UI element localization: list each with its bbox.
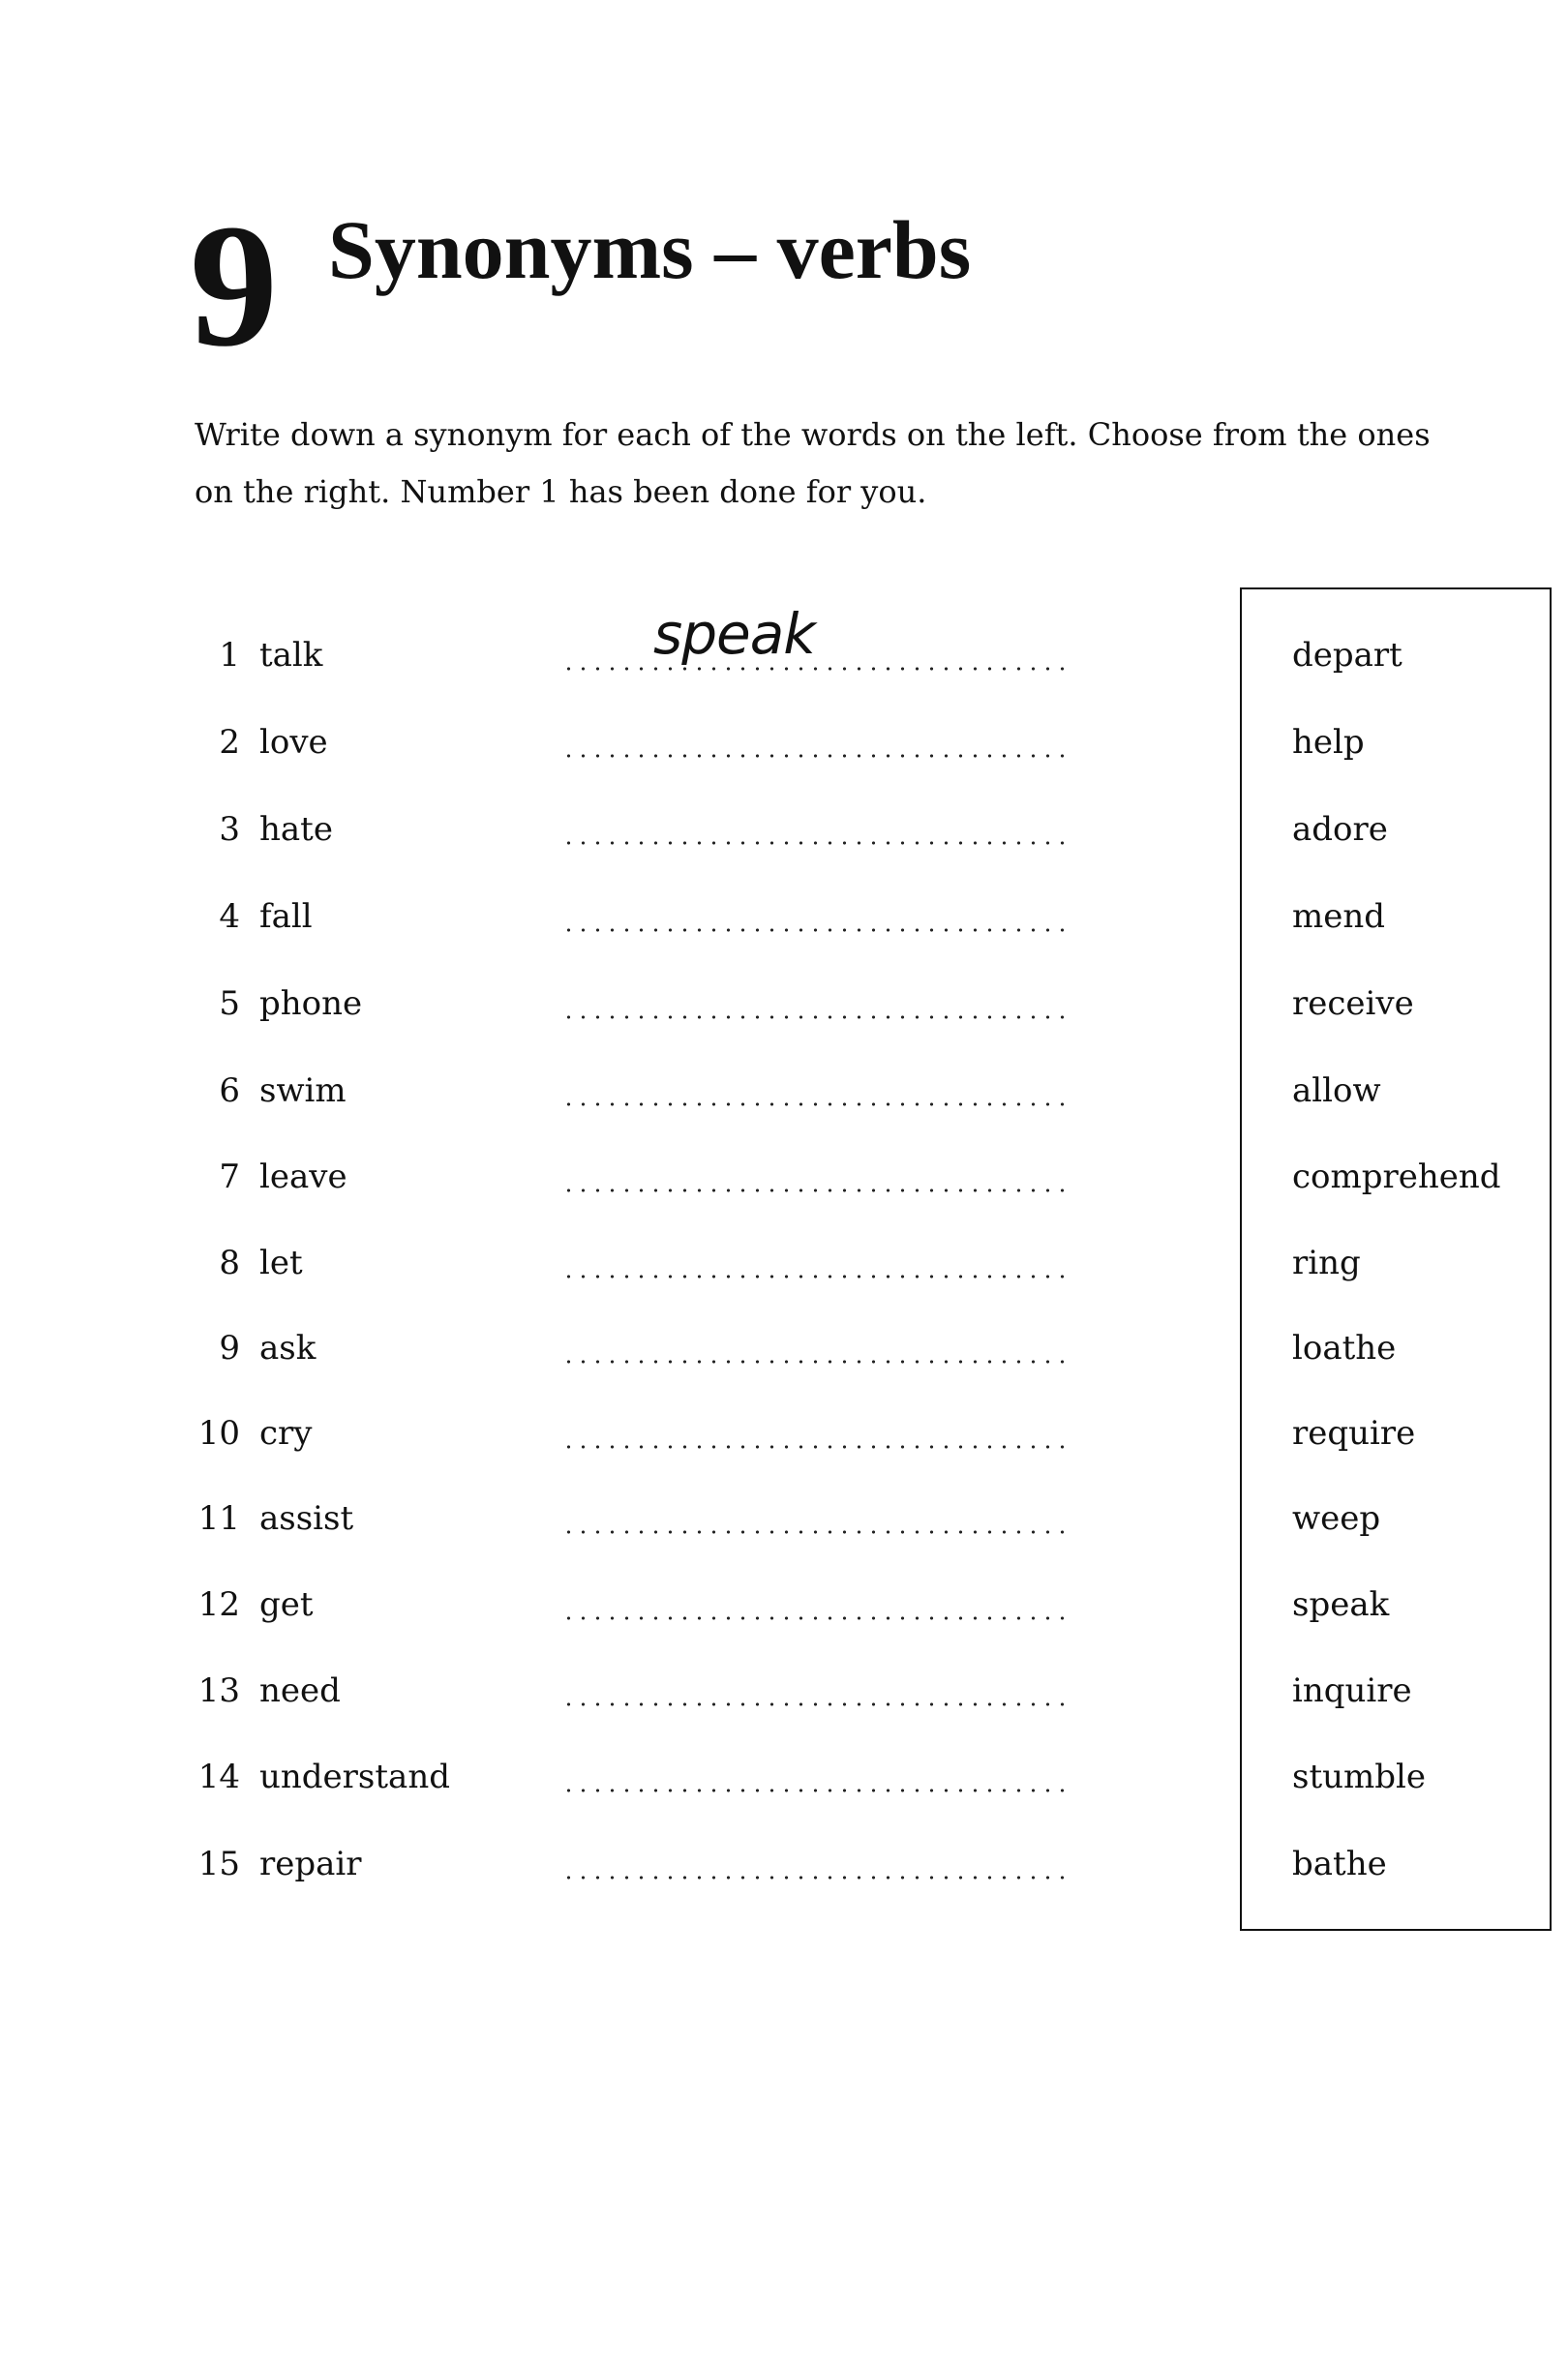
item-word: fall — [259, 897, 313, 936]
instructions-line-2: on the right. Number 1 has been done for you. — [195, 473, 927, 510]
answer-line[interactable] — [561, 1616, 1070, 1620]
item-word: need — [259, 1671, 341, 1710]
answer-line[interactable] — [561, 841, 1070, 845]
handwritten-answer: speak — [653, 601, 815, 667]
item-word: let — [259, 1244, 303, 1282]
item-number: 13 — [197, 1671, 240, 1710]
chapter-number: 9 — [190, 189, 274, 383]
word-bank-item: ring — [1292, 1244, 1361, 1282]
answer-line[interactable] — [561, 1702, 1070, 1706]
item-word: swim — [259, 1071, 347, 1110]
word-bank-box — [1240, 587, 1552, 1931]
exercise-item — [0, 1576, 1113, 1634]
item-number: 14 — [197, 1758, 240, 1796]
item-number: 2 — [219, 723, 240, 762]
word-bank-item: require — [1292, 1414, 1416, 1453]
exercise-item — [0, 1234, 1113, 1292]
instructions-line-1: Write down a synonym for each of the words on the left. Choose from the ones — [195, 416, 1431, 453]
answer-line[interactable] — [561, 1789, 1070, 1792]
word-bank-item: stumble — [1292, 1758, 1427, 1796]
exercise-item — [0, 713, 1113, 771]
item-number: 11 — [197, 1499, 240, 1538]
exercise-item — [0, 1062, 1113, 1120]
answer-line[interactable] — [561, 754, 1070, 758]
exercise-item — [0, 975, 1113, 1033]
item-word: leave — [259, 1158, 347, 1196]
answer-line[interactable] — [561, 1445, 1070, 1449]
item-number: 12 — [197, 1585, 240, 1624]
item-word: get — [259, 1585, 314, 1624]
item-word: repair — [259, 1845, 362, 1883]
word-bank-item: loathe — [1292, 1329, 1397, 1368]
answer-line[interactable] — [561, 1360, 1070, 1364]
item-number: 6 — [219, 1071, 240, 1110]
answer-line[interactable] — [561, 1530, 1070, 1534]
exercise-item — [0, 1319, 1113, 1377]
item-number: 8 — [219, 1244, 240, 1282]
word-bank-item: weep — [1292, 1499, 1381, 1538]
item-number: 1 — [219, 636, 240, 675]
exercise-item — [0, 1835, 1113, 1893]
word-bank-item: depart — [1292, 636, 1402, 675]
word-bank-item: allow — [1292, 1071, 1381, 1110]
instructions — [195, 406, 1568, 521]
item-number: 5 — [219, 984, 240, 1023]
item-number: 4 — [219, 897, 240, 936]
item-number: 10 — [197, 1414, 240, 1453]
word-bank-item: comprehend — [1292, 1158, 1501, 1196]
item-word: assist — [259, 1499, 354, 1538]
answer-line[interactable] — [561, 667, 1070, 671]
word-bank-item: inquire — [1292, 1671, 1412, 1710]
word-bank-item: adore — [1292, 810, 1388, 849]
answer-line[interactable] — [561, 928, 1070, 932]
item-word: love — [259, 723, 328, 762]
item-word: understand — [259, 1758, 450, 1796]
exercise-item — [0, 800, 1113, 858]
item-number: 7 — [219, 1158, 240, 1196]
exercise-item — [0, 1148, 1113, 1206]
exercise-item — [0, 601, 1113, 684]
item-word: ask — [259, 1329, 317, 1368]
exercise-item — [0, 1662, 1113, 1720]
item-word: cry — [259, 1414, 313, 1453]
word-bank-item: help — [1292, 723, 1365, 762]
word-bank-item: mend — [1292, 897, 1386, 936]
item-word: hate — [259, 810, 333, 849]
answer-line[interactable] — [561, 1275, 1070, 1279]
item-word: phone — [259, 984, 363, 1023]
exercise-item — [0, 1748, 1113, 1806]
item-number: 3 — [219, 810, 240, 849]
word-bank-item: receive — [1292, 984, 1414, 1023]
answer-line[interactable] — [561, 1188, 1070, 1192]
exercise-item — [0, 888, 1113, 946]
exercise-item — [0, 1404, 1113, 1462]
item-number: 9 — [219, 1329, 240, 1368]
item-number: 15 — [197, 1845, 240, 1883]
item-word: talk — [259, 636, 323, 675]
word-bank-item: bathe — [1292, 1845, 1387, 1883]
answer-line[interactable] — [561, 1102, 1070, 1106]
exercise-item — [0, 1489, 1113, 1548]
word-bank-item: speak — [1292, 1585, 1390, 1624]
answer-line[interactable] — [561, 1015, 1070, 1019]
page-title: Synonyms – verbs — [328, 203, 972, 296]
answer-line[interactable] — [561, 1876, 1070, 1880]
